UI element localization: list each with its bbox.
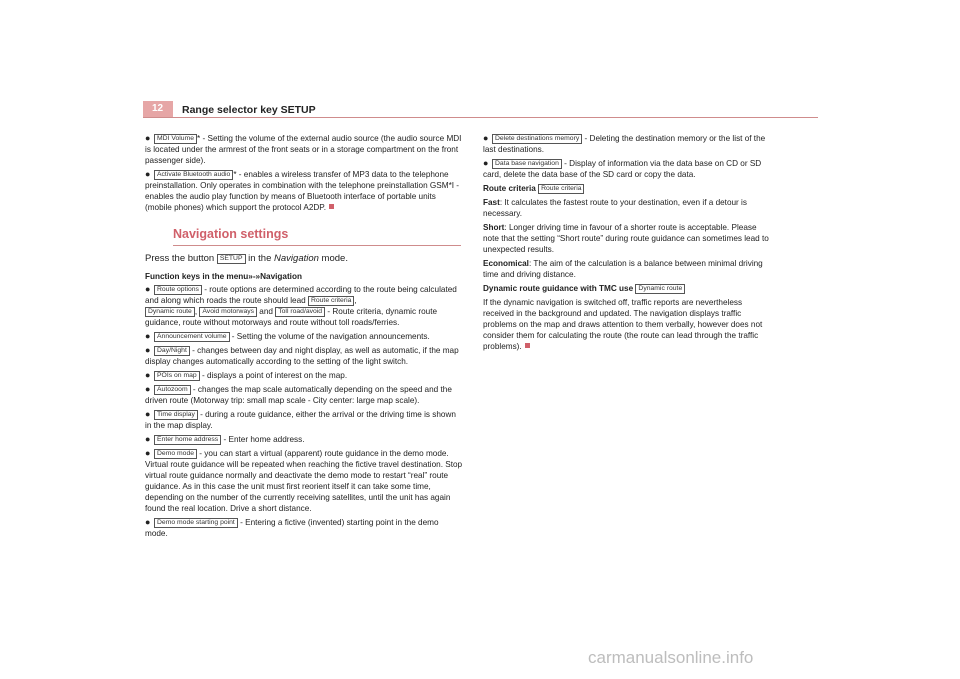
watermark: carmanualsonline.info bbox=[588, 648, 754, 667]
key-label: Dynamic route bbox=[635, 284, 685, 294]
fast-description bbox=[483, 197, 773, 219]
end-of-section-icon bbox=[525, 343, 530, 348]
page-header-title: Range selector key SETUP bbox=[182, 104, 316, 116]
heading-text: Dynamic route guidance with TMC use bbox=[483, 284, 636, 293]
bullet-icon: ● bbox=[145, 345, 151, 355]
lead-text: in the bbox=[245, 253, 275, 264]
lead-text: Press the button bbox=[145, 253, 217, 264]
page-number: 12 bbox=[152, 103, 164, 114]
term: Fast bbox=[483, 198, 500, 207]
list-item bbox=[145, 169, 463, 213]
key-label: MDI Volume bbox=[154, 134, 197, 144]
key-label: Demo mode bbox=[154, 449, 197, 459]
list-item bbox=[145, 409, 463, 431]
list-item-text: , bbox=[354, 296, 357, 305]
bullet-icon: ● bbox=[145, 409, 151, 419]
list-item bbox=[145, 434, 463, 445]
list-item bbox=[145, 384, 463, 406]
setup-key: SETUP bbox=[217, 254, 246, 264]
list-item-text: and bbox=[257, 307, 276, 316]
key-label: Announcement volume bbox=[154, 332, 230, 342]
bullet-icon: ● bbox=[483, 158, 489, 168]
list-item bbox=[145, 345, 463, 367]
list-item-text: - changes between day and night display, as well as automatic, if the map display changes automatically according to the setting of the light switch. bbox=[145, 346, 459, 366]
short-description bbox=[483, 222, 773, 255]
section-title: Navigation settings bbox=[173, 227, 289, 241]
bullet-icon: ● bbox=[145, 448, 151, 458]
key-label: Dynamic route bbox=[145, 307, 195, 317]
list-item bbox=[483, 158, 773, 180]
mode-name: Navigation bbox=[274, 253, 319, 264]
list-item-text: - Deleting the destination memory or the list of the last destinations. bbox=[483, 134, 766, 154]
key-label: Day/Night bbox=[154, 346, 190, 356]
key-label: Enter home address bbox=[154, 435, 221, 445]
list-item bbox=[483, 133, 773, 155]
list-item-text: * - enables a wireless transfer of MP3 data to the telephone preinstallation. Only operates in combination with the telephone preinstallation GSM*I - enables the audio play function by means of Bluetooth interface of portable units (mobile phones) which support the protocol A2DP. bbox=[145, 170, 460, 212]
term: Short bbox=[483, 223, 505, 232]
function-keys-subheading: Function keys in the menu»-»Navigation bbox=[145, 272, 302, 281]
bullet-icon: ● bbox=[145, 331, 151, 341]
list-item-text: - Entering a fictive (invented) starting point in the demo mode. bbox=[145, 518, 439, 538]
bullet-icon: ● bbox=[145, 434, 151, 444]
left-column bbox=[145, 133, 463, 542]
key-label: Autozoom bbox=[154, 385, 191, 395]
list-item bbox=[145, 133, 463, 166]
description-text: : The aim of the calculation is a balance between minimal driving time and driving distance. bbox=[483, 259, 763, 279]
description-text: : Longer driving time in favour of a shorter route is acceptable. Please note that the setting “Short route” during route guidance can sometimes lead to unexpected results. bbox=[483, 223, 769, 254]
description-text: : It calculates the fastest route to your destination, even if a detour is necessary. bbox=[483, 198, 747, 218]
list-item-text: - Enter home address. bbox=[221, 435, 305, 444]
list-item-text: , bbox=[194, 307, 200, 316]
lead-text: mode. bbox=[318, 253, 348, 264]
bullet-icon: ● bbox=[483, 133, 489, 143]
list-item-text: - during a route guidance, either the arrival or the driving time is shown in the map display. bbox=[145, 410, 456, 430]
bullet-icon: ● bbox=[145, 133, 151, 143]
key-label: Route criteria bbox=[538, 184, 584, 194]
header-divider bbox=[143, 117, 818, 118]
list-item bbox=[145, 284, 463, 328]
route-criteria-heading bbox=[483, 183, 773, 194]
list-item bbox=[145, 331, 463, 342]
key-label: Avoid motorways bbox=[199, 307, 257, 317]
bullet-icon: ● bbox=[145, 284, 151, 294]
tmc-description bbox=[483, 297, 773, 352]
right-column bbox=[483, 133, 773, 355]
list-item-text: - route options are determined according to the route being calculated and along which roads the route should lead bbox=[145, 285, 457, 305]
key-label: Demo mode starting point bbox=[154, 518, 238, 528]
end-of-section-icon bbox=[329, 204, 334, 209]
bullet-icon: ● bbox=[145, 384, 151, 394]
key-label: Time display bbox=[154, 410, 198, 420]
list-item-text: - displays a point of interest on the map. bbox=[199, 371, 348, 380]
list-item bbox=[145, 370, 463, 381]
setup-instruction bbox=[145, 252, 463, 265]
list-item-text: - Setting the volume of the navigation announcements. bbox=[229, 332, 430, 341]
list-item-text: - Display of information via the data base on CD or SD card, delete the data base of the SD card or copy the data. bbox=[483, 159, 762, 179]
list-item-text: * - Setting the volume of the external audio source (the audio source MDI is located under the armrest of the front seats or in a storage compartment on the front passenger side). bbox=[145, 134, 462, 165]
bullet-icon: ● bbox=[145, 169, 151, 179]
list-item-text: - changes the map scale automatically depending on the speed and the driven route (Motorway trip: small map scale - City center: large map scale). bbox=[145, 385, 452, 405]
bullet-icon: ● bbox=[145, 370, 151, 380]
bullet-icon: ● bbox=[145, 517, 151, 527]
heading-text: Route criteria bbox=[483, 184, 539, 193]
key-label: Route options bbox=[154, 285, 202, 295]
list-item-text: - you can start a virtual (apparent) route guidance in the demo mode. Virtual route guidance will be repeated when reaching the fictive travel destination. Stop virtual route guidance normally and deactivate the demo mode to restart “real” route guidance. As in this case the unit must first reorient itself it can take some time, depending on the number of the currently receiving satellites, until the unit has again found the real location. Drive a short distance. bbox=[145, 449, 463, 513]
list-item bbox=[145, 448, 463, 514]
key-label: Route criteria bbox=[308, 296, 354, 306]
key-label: Data base navigation bbox=[492, 159, 562, 169]
section-divider bbox=[173, 245, 461, 246]
key-label: Activate Bluetooth audio bbox=[154, 170, 233, 180]
list-item bbox=[145, 517, 463, 539]
key-label: POIs on map bbox=[154, 371, 200, 381]
tmc-heading bbox=[483, 283, 773, 294]
key-label: Toll road/avoid bbox=[275, 307, 325, 317]
term: Economical bbox=[483, 259, 529, 268]
key-label: Delete destinations memory bbox=[492, 134, 582, 144]
description-text: If the dynamic navigation is switched off, traffic reports are nevertheless received in the background and updated. The navigation displays traffic problems on the map and draws attention to them verbally, however does not consider them for calculating the route (the route can lead through the traffic problems). bbox=[483, 298, 763, 351]
list-item-text: - Route criteria, dynamic route guidance, route without motorways and route without toll roads/ferries. bbox=[145, 307, 438, 327]
economical-description bbox=[483, 258, 773, 280]
